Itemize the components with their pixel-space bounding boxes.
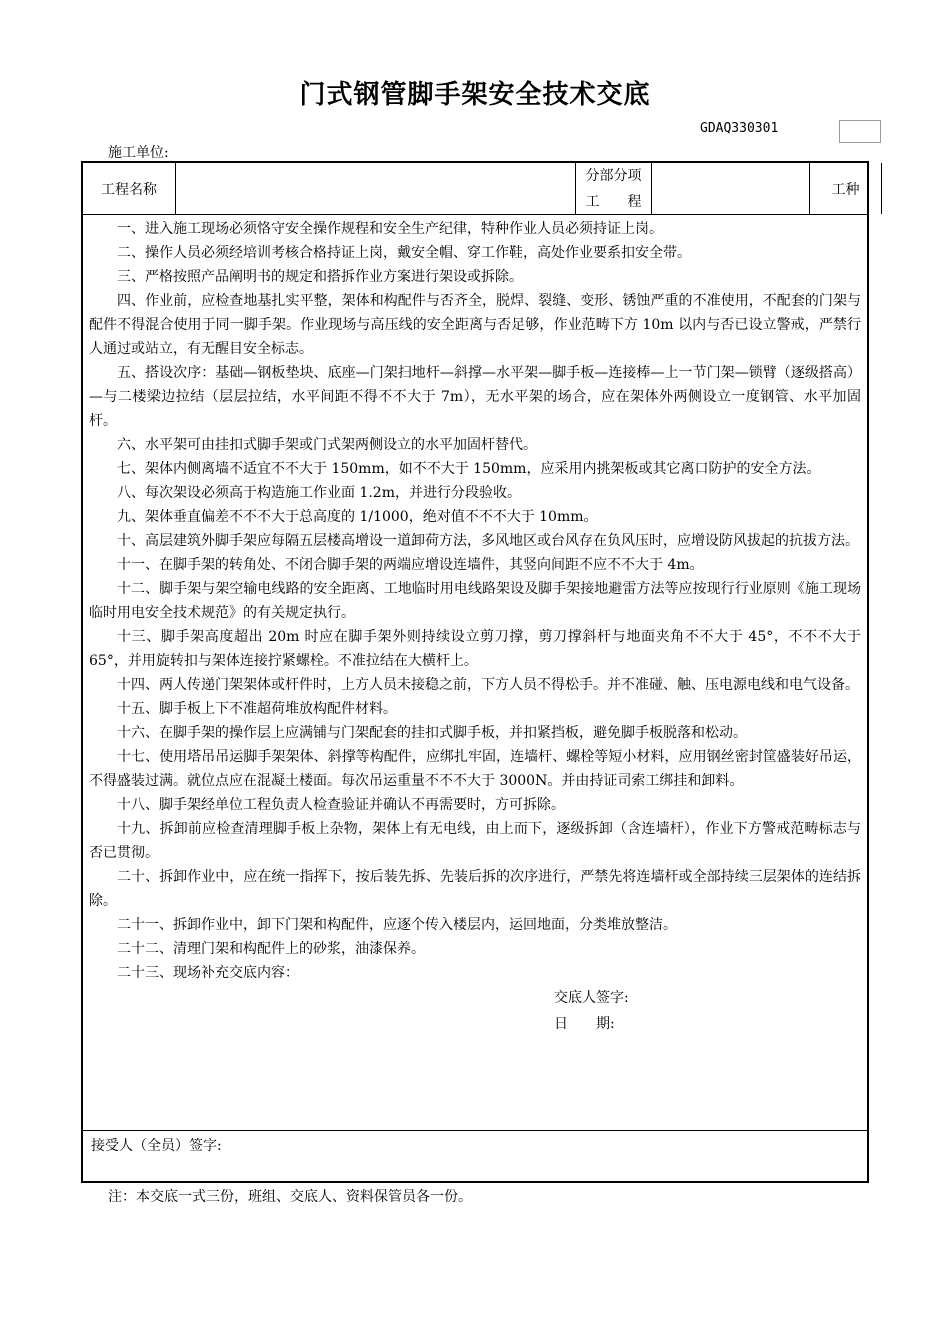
signer-block	[554, 985, 861, 1037]
sub-project-label-line2: 工 程	[585, 193, 642, 210]
disclosure-item-10: 十、高层建筑外脚手架应每隔五层楼高增设一道卸荷方法，多风地区或台风存在负风压时，应增设防风拔起的抗拔方法。	[117, 533, 859, 549]
disclosure-item-5: 五、搭设次序：基础—钢板垫块、底座—门架扫地杆—斜撑—水平架—脚手板—连接棒—上一节门架—锁臂（逐级搭高）—与二楼梁边拉结（层层拉结，水平间距不得不不大于 7m），无水平架的场合，应在架体外两侧设立一度钢管、水平加固杆。	[89, 365, 861, 429]
project-name-field[interactable]	[176, 163, 576, 214]
disclosure-item-22: 二十二、清理门架和构配件上的砂浆，油漆保养。	[117, 941, 425, 957]
disclosure-item-8: 八、每次架设必须高于构造施工作业面 1.2m，并进行分段验收。	[117, 485, 521, 501]
sub-project-field[interactable]	[652, 163, 810, 214]
project-name-label: 工程名称	[83, 163, 176, 214]
disclosure-item-18: 十八、脚手架经单位工程负责人检查验证并确认不再需要时，方可拆除。	[117, 797, 565, 813]
disclosure-item-17: 十七、使用塔吊吊运脚手架架体、斜撑等构配件，应绑扎牢固，连墙杆、螺栓等短小材料，应用钢丝密封筐盛装好吊运，不得盛装过满。就位点应在混凝土楼面。每次吊运重量不不不大于 3000N。并由持证司索工绑挂和卸料。	[89, 749, 861, 789]
receiver-label: 接受人（全员）签字:	[91, 1138, 222, 1154]
disclosure-item-23: 二十三、现场补充交底内容：	[117, 965, 299, 981]
sub-project-label-line1: 分部分项	[585, 167, 642, 184]
disclosure-item-16: 十六、在脚手架的操作层上应满铺与门架配套的挂扣式脚手板，并扣紧挡板，避免脚手板脱落和松动。	[117, 725, 747, 741]
disclosure-item-13: 十三、脚手架高度超出 20m 时应在脚手架外则持续设立剪刀撑，剪刀撑斜杆与地面夹角不不大于 45°，不不不大于 65°，并用旋转扣与架体连接拧紧螺栓。不准拉结在大横杆上。	[89, 629, 861, 669]
sub-project-label	[576, 163, 652, 214]
document-code: GDAQ330301	[700, 121, 779, 136]
disclosure-item-12: 十二、脚手架与架空输电线路的安全距离、工地临时用电线路架设及脚手架接地避雷方法等应按现行行业原则《施工现场临时用电安全技术规范》的有关规定执行。	[89, 581, 861, 621]
construction-unit-label: 施工单位:	[108, 145, 169, 161]
date-label[interactable]: 日 期:	[554, 1016, 615, 1032]
disclosure-item-3: 三、严格按照产品阐明书的规定和搭拆作业方案进行架设或拆除。	[117, 269, 523, 285]
disclosure-item-7: 七、架体内侧离墙不适宜不不大于 150mm，如不不大于 150mm，应采用内挑架板或其它离口防护的安全方法。	[117, 461, 821, 477]
disclosure-form	[81, 161, 869, 1183]
disclosure-item-15: 十五、脚手板上下不准超荷堆放构配件材料。	[117, 701, 397, 717]
disclosure-item-9: 九、架体垂直偏差不不不大于总高度的 1/1000，绝对值不不不大于 10mm。	[117, 509, 598, 525]
disclosure-item-11: 十一、在脚手架的转角处、不闭合脚手架的两端应增设连墙件，其竖向间距不应不不大于 4m。	[117, 557, 704, 573]
disclosure-item-21: 二十一、拆卸作业中，卸下门架和构配件，应逐个传入楼层内，运回地面，分类堆放整洁。	[117, 917, 677, 933]
form-header-row	[83, 163, 867, 215]
disclosure-item-20: 二十、拆卸作业中，应在统一指挥下，按后装先拆、先装后拆的次序进行，严禁先将连墙杆或全部持续三层架体的连结拆除。	[89, 869, 861, 909]
disclosure-item-6: 六、水平架可由挂扣式脚手架或门式架两侧设立的水平加固杆替代。	[117, 437, 537, 453]
footer-note: 注：本交底一式三份，班组、交底人、资料保管员各一份。	[108, 1189, 472, 1205]
disclosure-item-19: 十九、拆卸前应检查清理脚手板上杂物，架体上有无电线，由上而下，逐级拆卸（含连墙杆），作业下方警戒范畴标志与否已贯彻。	[89, 821, 861, 861]
receiver-signature-area[interactable]	[83, 1130, 867, 1183]
disclosure-item-2: 二、操作人员必须经培训考核合格持证上岗，戴安全帽、穿工作鞋，高处作业要系扣安全带。	[117, 245, 691, 261]
signer-label[interactable]: 交底人签字:	[554, 990, 629, 1006]
disclosure-item-14: 十四、两人传递门架架体或杆件时，上方人员未接稳之前，下方人员不得松手。并不准碰、触、压电源电线和电气设备。	[117, 677, 859, 693]
disclosure-body	[89, 217, 861, 1037]
disclosure-item-4: 四、作业前，应检查地基扎实平整，架体和构配件与否齐全，脱焊、裂缝、变形、锈蚀严重的不准使用，不配套的门架与配件不得混合使用于同一脚手架。作业现场与高压线的安全距离与否足够，作业范畴下方 10m 以内与否已设立警戒，严禁行人通过或站立，有无醒目安全标志。	[89, 293, 861, 357]
disclosure-item-1: 一、进入施工现场必须恪守安全操作规程和安全生产纪律，特种作业人员必须持证上岗。	[117, 221, 663, 237]
document-title: 门式钢管脚手架安全技术交底	[299, 80, 651, 110]
code-box	[839, 120, 881, 143]
trade-label: 工种	[810, 163, 882, 214]
